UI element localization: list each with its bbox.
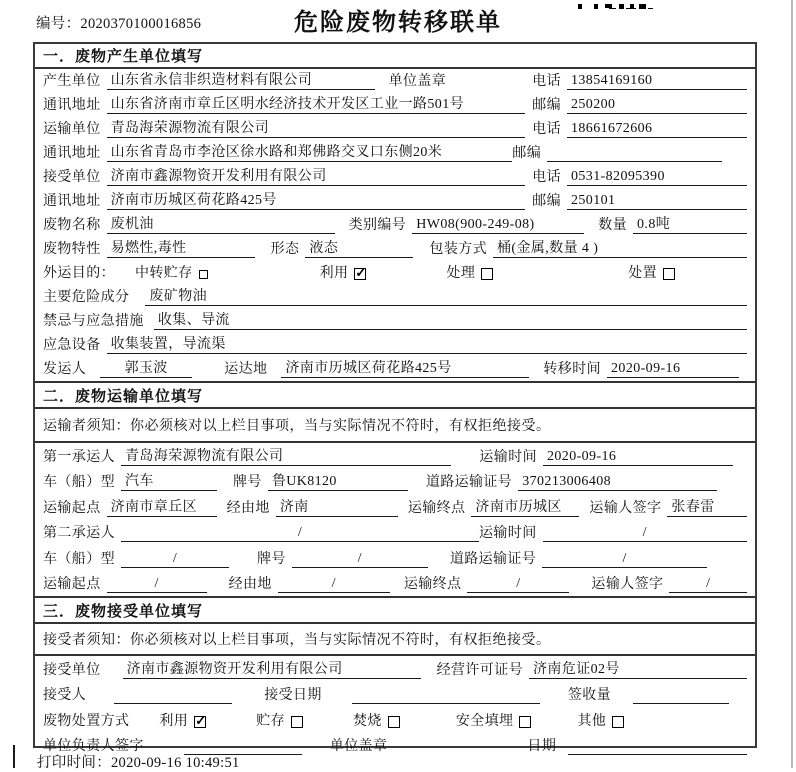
disposal-option-other-checkbox bbox=[612, 716, 624, 728]
emergency-equip-value: 收集装置，导流渠 bbox=[107, 336, 747, 354]
sign1-label: 运输人签字 bbox=[589, 500, 662, 516]
quantity-label: 数量 bbox=[598, 218, 628, 233]
print-time-label: 打印时间： bbox=[37, 755, 111, 771]
purpose-option-dispose-label: 处置 bbox=[628, 266, 658, 281]
print-time-value: 2020-09-16 10:49:51 bbox=[111, 755, 240, 771]
carrier2-value: / bbox=[121, 524, 479, 542]
section1-title: 一．废物产生单位填写 bbox=[35, 44, 755, 69]
manifest-form bbox=[33, 42, 757, 754]
end2-value: / bbox=[467, 575, 569, 593]
plate1-value: 鲁UK8120 bbox=[268, 473, 408, 491]
license2-value: / bbox=[542, 550, 707, 568]
carrier1-label: 第一承运人 bbox=[43, 449, 115, 465]
time2-label: 运输时间 bbox=[479, 526, 537, 541]
phone2-value: 18661672606 bbox=[567, 120, 747, 138]
main-hazard-label: 主要危险成分 bbox=[43, 290, 130, 305]
vehicle1-label: 车（船）型 bbox=[43, 475, 115, 490]
license1-value: 370213006408 bbox=[518, 473, 717, 491]
permit-label: 经营许可证号 bbox=[436, 662, 524, 678]
postcode1-value: 250200 bbox=[567, 96, 747, 114]
section-transporter bbox=[35, 381, 755, 596]
via2-label: 经由地 bbox=[228, 577, 272, 592]
category-no-label: 类别编号 bbox=[348, 218, 407, 233]
row-route2 bbox=[35, 571, 755, 597]
permit-value: 济南危证02号 bbox=[529, 661, 747, 679]
disposal-option-burn-label: 焚烧 bbox=[353, 713, 382, 729]
receive-date-label: 接受日期 bbox=[264, 688, 322, 703]
page-title: 危险废物转移联单 bbox=[294, 10, 502, 36]
row-taboo bbox=[35, 309, 755, 333]
purpose-option-treat-label: 处理 bbox=[446, 266, 476, 281]
phone2-label: 电话 bbox=[532, 122, 561, 137]
via1-label: 经由地 bbox=[226, 500, 270, 516]
produce-unit-label: 产生单位 bbox=[43, 74, 101, 89]
row-route1 bbox=[35, 494, 755, 520]
row-waste-name bbox=[35, 213, 755, 237]
produce-unit-value: 山东省永信非织造材料有限公司 bbox=[107, 72, 375, 90]
row-carrier1 bbox=[35, 443, 755, 469]
responsible-sign-label: 单位负责人签字 bbox=[43, 739, 144, 754]
row-waste-character bbox=[35, 237, 755, 261]
receive-unit3-label: 接受单位 bbox=[43, 662, 101, 678]
row-produce-unit bbox=[35, 69, 755, 93]
address2-value: 山东省青岛市李沧区徐水路和郑佛路交叉口东侧20米 bbox=[107, 144, 513, 162]
postcode2-label: 邮编 bbox=[512, 146, 542, 161]
sign-qty-label: 签收量 bbox=[567, 688, 612, 703]
time1-label: 运输时间 bbox=[479, 449, 537, 465]
consignor-value: 郭玉波 bbox=[100, 360, 192, 378]
phone3-label: 电话 bbox=[532, 170, 561, 185]
plate2-label: 牌号 bbox=[257, 551, 286, 567]
postcode2-value bbox=[547, 145, 722, 162]
carrier2-label: 第二承运人 bbox=[43, 526, 115, 541]
row-emergency-equip bbox=[35, 333, 755, 357]
postcode3-value: 250101 bbox=[567, 192, 747, 210]
vehicle1-value: 汽车 bbox=[121, 473, 217, 491]
row-main-hazard bbox=[35, 285, 755, 309]
purpose-option-dispose-checkbox bbox=[663, 268, 675, 280]
receive-date-value bbox=[352, 687, 540, 704]
disposal-option-landfill-checkbox bbox=[519, 716, 531, 728]
via2-value: / bbox=[278, 575, 390, 593]
waste-name-label: 废物名称 bbox=[43, 218, 101, 233]
row-vehicle1 bbox=[35, 469, 755, 495]
address3-label: 通讯地址 bbox=[43, 194, 101, 209]
row-vehicle2 bbox=[35, 545, 755, 571]
postcode1-label: 邮编 bbox=[532, 98, 561, 113]
end1-value: 济南市历城区 bbox=[471, 499, 579, 517]
sign2-value: / bbox=[669, 575, 747, 593]
row-disposal bbox=[35, 707, 755, 733]
emergency-equip-label: 应急设备 bbox=[43, 338, 101, 353]
row-receiver-person bbox=[35, 682, 755, 708]
transfer-time-value: 2020-09-16 bbox=[607, 360, 739, 378]
date-value bbox=[568, 738, 747, 755]
main-hazard-value: 废矿物油 bbox=[145, 288, 747, 306]
origin2-label: 运输起点 bbox=[43, 577, 101, 592]
phone1-value: 13854169160 bbox=[567, 72, 747, 90]
row-transport-unit bbox=[35, 117, 755, 141]
purpose-label: 外运目的： bbox=[43, 266, 115, 281]
unit-seal-label: 单位盖章 bbox=[388, 74, 447, 89]
disposal-option-burn-checkbox bbox=[388, 716, 400, 728]
print-time bbox=[37, 751, 240, 772]
receive-unit-label: 接受单位 bbox=[43, 170, 101, 185]
carrier1-value: 青岛海荣源物流有限公司 bbox=[121, 448, 451, 466]
purpose-option-use-label: 利用 bbox=[319, 266, 349, 281]
section-producer bbox=[35, 44, 755, 381]
disposal-option-landfill-label: 安全填埋 bbox=[455, 713, 514, 729]
category-no-value: HW08(900-249-08) bbox=[412, 216, 584, 234]
form-state-value: 液态 bbox=[305, 240, 413, 258]
packing-label: 包装方式 bbox=[429, 242, 488, 257]
taboo-label: 禁忌与应急措施 bbox=[43, 314, 144, 329]
vehicle2-label: 车（船）型 bbox=[43, 551, 115, 567]
phone3-value: 0531-82095390 bbox=[567, 168, 747, 186]
license1-label: 道路运输证号 bbox=[425, 475, 513, 490]
serial-value: 2020370100016856 bbox=[80, 16, 202, 32]
form-state-label: 形态 bbox=[270, 242, 300, 257]
license2-label: 道路运输证号 bbox=[449, 551, 537, 567]
section2-title: 二．废物运输单位填写 bbox=[35, 381, 755, 409]
receive-unit-value: 济南市鑫源物资开发利用有限公司 bbox=[107, 168, 525, 186]
row-carrier2 bbox=[35, 520, 755, 546]
sign2-label: 运输人签字 bbox=[591, 577, 664, 592]
receiver-label: 接受人 bbox=[43, 688, 87, 703]
destination-value: 济南市历城区荷花路425号 bbox=[281, 360, 529, 378]
vehicle2-value: / bbox=[121, 550, 229, 568]
disposal-option-use-checkbox bbox=[194, 716, 206, 728]
document-header bbox=[0, 0, 796, 42]
purpose-option-transfer-checkbox bbox=[199, 270, 208, 279]
section-receiver bbox=[35, 596, 755, 758]
plate1-label: 牌号 bbox=[233, 475, 262, 490]
sign-qty-value bbox=[633, 687, 729, 704]
phone1-label: 电话 bbox=[532, 74, 561, 89]
origin1-label: 运输起点 bbox=[43, 500, 101, 516]
transport-unit-value: 青岛海荣源物流有限公司 bbox=[107, 120, 525, 138]
row-address3 bbox=[35, 189, 755, 213]
date-label: 日期 bbox=[527, 739, 557, 754]
postcode3-label: 邮编 bbox=[532, 194, 561, 209]
receiver-value bbox=[114, 687, 232, 704]
address3-value: 济南市历城区荷花路425号 bbox=[107, 192, 525, 210]
transport-unit-label: 运输单位 bbox=[43, 122, 101, 137]
origin2-value: / bbox=[107, 575, 207, 593]
purpose-option-transfer-label: 中转贮存 bbox=[135, 266, 193, 281]
address1-label: 通讯地址 bbox=[43, 98, 101, 113]
qr-code-fragment bbox=[578, 0, 653, 9]
row-receive-unit3 bbox=[35, 656, 755, 682]
via1-value: 济南 bbox=[276, 499, 398, 517]
receive-unit3-value: 济南市鑫源物资开发利用有限公司 bbox=[123, 661, 421, 679]
row-address2 bbox=[35, 141, 755, 165]
taboo-value: 收集、导流 bbox=[154, 312, 747, 330]
row-receive-unit bbox=[35, 165, 755, 189]
purpose-option-treat-checkbox bbox=[481, 268, 493, 280]
disposal-option-other-label: 其他 bbox=[577, 713, 607, 729]
address2-label: 通讯地址 bbox=[43, 146, 101, 161]
transporter-notice: 运输者须知：你必须核对以上栏目事项，当与实际情况不符时，有权拒绝接受。 bbox=[35, 409, 755, 443]
purpose-option-use-checkbox bbox=[354, 268, 366, 280]
disposal-option-use-label: 利用 bbox=[159, 713, 189, 729]
waste-character-value: 易燃性,毒性 bbox=[107, 240, 255, 258]
serial-label: 编号： bbox=[36, 16, 81, 32]
row-purpose bbox=[35, 261, 755, 285]
address1-value: 山东省济南市章丘区明水经济技术开发区工业一路501号 bbox=[107, 96, 525, 114]
row-consignor bbox=[35, 357, 755, 381]
disposal-option-store-label: 贮存 bbox=[256, 713, 286, 729]
row-address1 bbox=[35, 93, 755, 117]
disposal-label: 废物处置方式 bbox=[43, 713, 130, 729]
destination-label: 运达地 bbox=[224, 362, 268, 377]
origin1-value: 济南市章丘区 bbox=[107, 499, 217, 517]
end2-label: 运输终点 bbox=[403, 577, 462, 592]
page-corner-line bbox=[13, 745, 15, 768]
section3-title: 三．废物接受单位填写 bbox=[35, 596, 755, 624]
time1-value: 2020-09-16 bbox=[543, 448, 733, 466]
plate2-value: / bbox=[292, 550, 428, 568]
end1-label: 运输终点 bbox=[407, 500, 466, 516]
receiver-notice: 接受者须知：你必须核对以上栏目事项，当与实际情况不符时，有权拒绝接受。 bbox=[35, 624, 755, 656]
transfer-time-label: 转移时间 bbox=[543, 362, 602, 377]
sign1-value: 张春雷 bbox=[667, 499, 747, 517]
disposal-option-store-checkbox bbox=[291, 716, 303, 728]
waste-character-label: 废物特性 bbox=[43, 242, 101, 257]
consignor-label: 发运人 bbox=[43, 362, 87, 377]
unit-seal3-label: 单位盖章 bbox=[329, 739, 388, 754]
quantity-value: 0.8吨 bbox=[633, 216, 747, 234]
time2-value: / bbox=[543, 524, 747, 542]
waste-name-value: 废机油 bbox=[107, 216, 335, 234]
page-edge-line bbox=[791, 0, 793, 768]
qr-fragment-svg bbox=[578, 4, 653, 9]
packing-value: 桶(金属,数量 4 ) bbox=[493, 240, 747, 258]
